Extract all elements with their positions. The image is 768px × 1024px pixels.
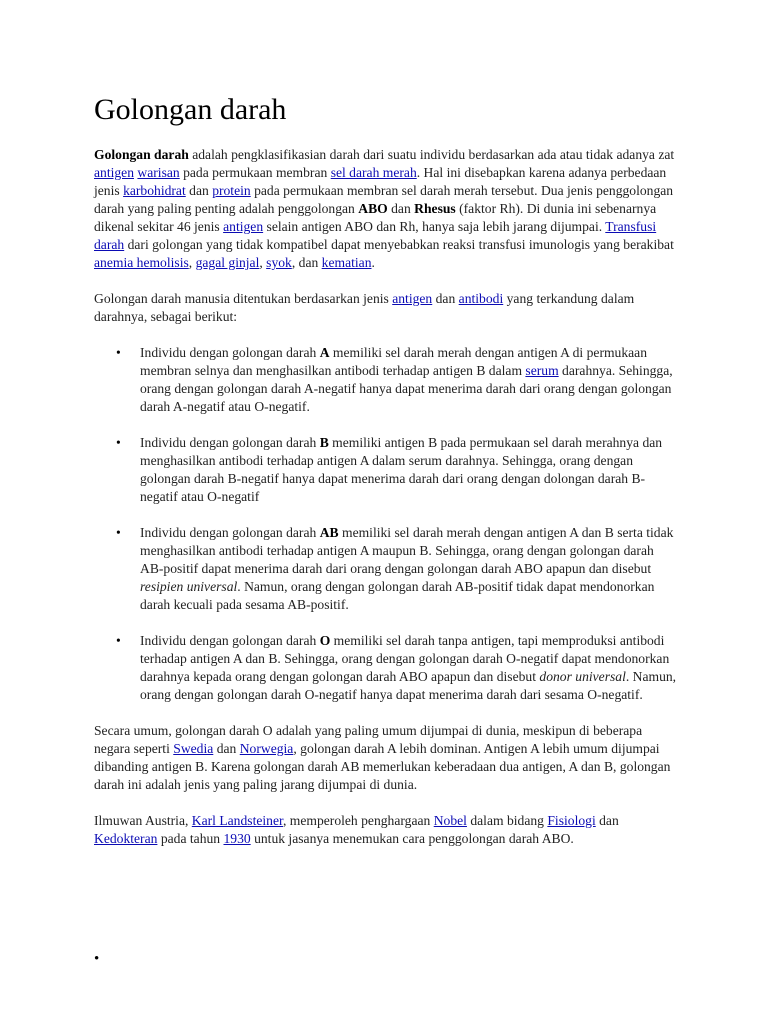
link-karbohidrat[interactable]: karbohidrat <box>123 183 186 198</box>
term-rhesus: Rhesus <box>414 201 456 216</box>
page-title: Golongan darah <box>94 93 287 126</box>
text-span: . <box>371 255 375 270</box>
link-kedokteran[interactable]: Kedokteran <box>94 831 158 846</box>
link-fisiologi[interactable]: Fisiologi <box>547 813 596 828</box>
group-label-a: A <box>319 345 330 360</box>
text-span: darahnya. Sehingga, orang dengan golongan darah A-negatif hanya dapat menerima darah dari orang dengan golongan darah A-negatif atau O-negatif. <box>140 363 673 414</box>
text-span: memiliki antigen B pada permukaan sel darah merahnya dan menghasilkan antibodi terhadap antigen A dalam serum darahnya. Sehingga, orang dengan golongan darah B-negatif hanya dapat menerima darah dari orang dengan dolongan darah B-negatif atau O-negatif <box>140 435 663 504</box>
text-span: (faktor Rh). Di dunia ini sebenarnya dikenal sekitar 46 jenis <box>94 201 657 234</box>
link-swedia[interactable]: Swedia <box>173 741 214 756</box>
list-item-group-a <box>94 344 679 416</box>
distribution-paragraph <box>94 722 679 794</box>
text-span: untuk jasanya menemukan cara penggolongan darah ABO. <box>250 831 574 846</box>
text-span: dan <box>185 183 213 198</box>
text-span: memiliki sel darah tanpa antigen, tapi memproduksi antibodi terhadap antigen A dan B. Sehingga, orang dengan golongan darah O-negatif dapat mendonorkan darahnya kepada orang dengan golongan darah ABO apapun dan disebut <box>140 633 670 684</box>
link-norwegia[interactable]: Norwegia <box>239 741 294 756</box>
text-span: Secara umum, golongan darah O adalah yang paling umum dijumpai di dunia, meskipun di beberapa negara seperti <box>94 723 643 756</box>
text-span: Individu dengan golongan darah <box>140 633 320 648</box>
text-span: pada permukaan membran <box>179 165 331 180</box>
text-span: dan <box>595 813 619 828</box>
list-item-group-o <box>94 632 679 704</box>
link-antigen-3[interactable]: antigen <box>392 291 433 306</box>
group-label-b: B <box>319 435 329 450</box>
text-span: . Namun, orang dengan golongan darah O-negatif hanya dapat menerima darah dari sesama O-negatif. <box>140 669 677 702</box>
text-span: dan <box>432 291 459 306</box>
text-span: selain antigen ABO dan Rh, hanya saja lebih jarang dijumpai. <box>263 219 606 234</box>
text-span: dan <box>213 741 240 756</box>
link-sel-darah-merah[interactable]: sel darah merah <box>330 165 417 180</box>
link-karl-landsteiner[interactable]: Karl Landsteiner <box>191 813 283 828</box>
list-item-group-b <box>94 434 679 506</box>
text-span: , golongan darah A lebih dominan. Antigen A lebih umum dijumpai dibanding antigen B. Karena golongan darah AB memerlukan keberadaan dua antigen, A dan B, golongan darah ini adalah jenis yang paling jarang dijumpai di dunia. <box>94 741 671 792</box>
text-span: pada tahun <box>157 831 224 846</box>
link-warisan[interactable]: warisan <box>137 165 180 180</box>
link-serum[interactable]: serum <box>525 363 559 378</box>
link-kematian[interactable]: kematian <box>321 255 372 270</box>
group-label-ab: AB <box>319 525 339 540</box>
text-span: , <box>259 255 267 270</box>
text-span: yang terkandung dalam darahnya, sebagai berikut: <box>94 291 635 324</box>
term-resipien-universal: resipien universal <box>140 579 238 594</box>
text-span: , memperoleh penghargaan <box>282 813 434 828</box>
group-label-o: O <box>319 633 331 648</box>
text-span: Individu dengan golongan darah <box>140 345 320 360</box>
term-donor-universal: donor universal <box>539 669 626 684</box>
link-syok[interactable]: syok <box>266 255 292 270</box>
text-span: . Namun, orang dengan golongan darah AB-positif tidak dapat mendonorkan darah kecuali pada sesama AB-positif. <box>140 579 655 612</box>
text-span: , dan <box>291 255 322 270</box>
document <box>94 92 679 866</box>
list-item-group-ab <box>94 524 679 614</box>
link-1930[interactable]: 1930 <box>223 831 251 846</box>
text-span: pada permukaan membran sel darah merah tersebut. Dua jenis penggolongan darah yang paling penting adalah penggolongan <box>94 183 674 216</box>
trailing-bullet-icon: • <box>94 951 100 967</box>
link-antibodi[interactable]: antibodi <box>458 291 504 306</box>
bullet-icon: • <box>116 435 121 450</box>
text-span: adalah pengklasifikasian darah dari suatu individu berdasarkan ada atau tidak adanya zat <box>188 147 675 162</box>
text-span: memiliki sel darah merah dengan antigen A dan B serta tidak menghasilkan antibodi terhadap antigen A maupun B. Sehingga, orang dengan golongan darah AB-positif dapat menerima darah dari orang dengan golongan darah ABO apapun dan disebut <box>140 525 674 576</box>
text-span: Individu dengan golongan darah <box>140 525 320 540</box>
text-span: dari golongan yang tidak kompatibel dapat menyebabkan reaksi transfusi imunologis yang berakibat <box>124 237 674 252</box>
text-span: dalam bidang <box>466 813 548 828</box>
bullet-icon: • <box>116 345 121 360</box>
link-anemia-hemolisis[interactable]: anemia hemolisis <box>94 255 189 270</box>
text-span: Ilmuwan Austria, <box>94 813 192 828</box>
term-golongan-darah: Golongan darah <box>94 147 189 162</box>
text-span: . Hal ini disebapkan karena adanya perbedaan jenis <box>94 165 667 198</box>
link-transfusi-darah[interactable]: Transfusi darah <box>94 219 657 252</box>
blood-group-list <box>94 344 679 704</box>
text-span: Golongan darah manusia ditentukan berdasarkan jenis <box>94 291 393 306</box>
determination-paragraph <box>94 290 679 326</box>
text-span: , <box>188 255 196 270</box>
link-protein[interactable]: protein <box>212 183 251 198</box>
intro-paragraph <box>94 146 679 272</box>
bullet-icon: • <box>116 525 121 540</box>
text-span: Individu dengan golongan darah <box>140 435 320 450</box>
link-gagal-ginjal[interactable]: gagal ginjal <box>195 255 260 270</box>
link-antigen-2[interactable]: antigen <box>223 219 264 234</box>
bullet-icon: • <box>116 633 121 648</box>
text-span: memiliki sel darah merah dengan antigen A di permukaan membran selnya dan menghasilkan antibodi terhadap antigen B dalam <box>140 345 647 378</box>
link-antigen[interactable]: antigen <box>94 165 135 180</box>
history-paragraph <box>94 812 679 848</box>
term-abo: ABO <box>358 201 388 216</box>
link-nobel[interactable]: Nobel <box>433 813 467 828</box>
text-span: dan <box>387 201 415 216</box>
